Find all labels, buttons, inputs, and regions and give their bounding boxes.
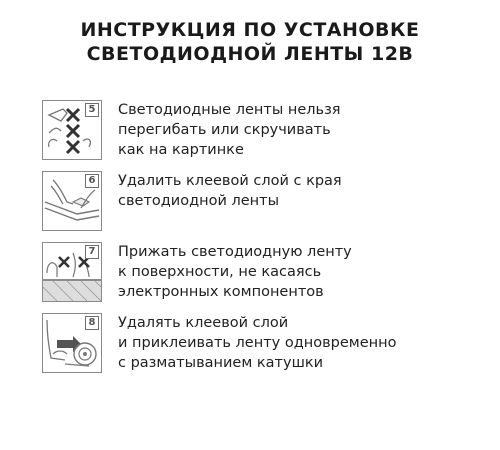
step-text-line: светодиодной ленты <box>118 193 280 209</box>
step-description <box>118 313 468 373</box>
step-number-badge: 6 <box>85 174 99 188</box>
title-line-1: ИНСТРУКЦИЯ ПО УСТАНОВКЕ <box>80 19 420 41</box>
no-bend-twist-icon <box>42 100 102 160</box>
peel-adhesive-icon <box>42 171 102 231</box>
step-description <box>118 100 468 160</box>
press-tape-icon <box>42 242 102 302</box>
step-number-badge: 8 <box>85 316 99 330</box>
step-text-line: как на картинке <box>118 142 244 158</box>
step-text-line: Удалить клеевой слой с края <box>118 173 342 189</box>
page-title <box>0 18 500 66</box>
step-text-line: перегибать или скручивать <box>118 122 331 138</box>
step-text-line: Удалять клеевой слой <box>118 315 289 331</box>
step-number-badge: 5 <box>85 103 99 117</box>
step-number-badge: 7 <box>85 245 99 259</box>
step-text-line: Светодиодные ленты нельзя <box>118 102 341 118</box>
step-description <box>118 242 468 302</box>
unwind-reel-icon <box>42 313 102 373</box>
step-8 <box>42 313 462 375</box>
step-5 <box>42 100 462 162</box>
step-text-line: с разматыванием катушки <box>118 355 324 371</box>
step-6 <box>42 171 462 233</box>
step-description <box>118 171 468 211</box>
step-text-line: к поверхности, не касаясь <box>118 264 322 280</box>
step-7 <box>42 242 462 304</box>
step-text-line: электронных компонентов <box>118 284 324 300</box>
step-text-line: и приклеивать ленту одновременно <box>118 335 397 351</box>
step-text-line: Прижать светодиодную ленту <box>118 244 352 260</box>
title-line-2: СВЕТОДИОДНОЙ ЛЕНТЫ 12В <box>86 43 414 65</box>
